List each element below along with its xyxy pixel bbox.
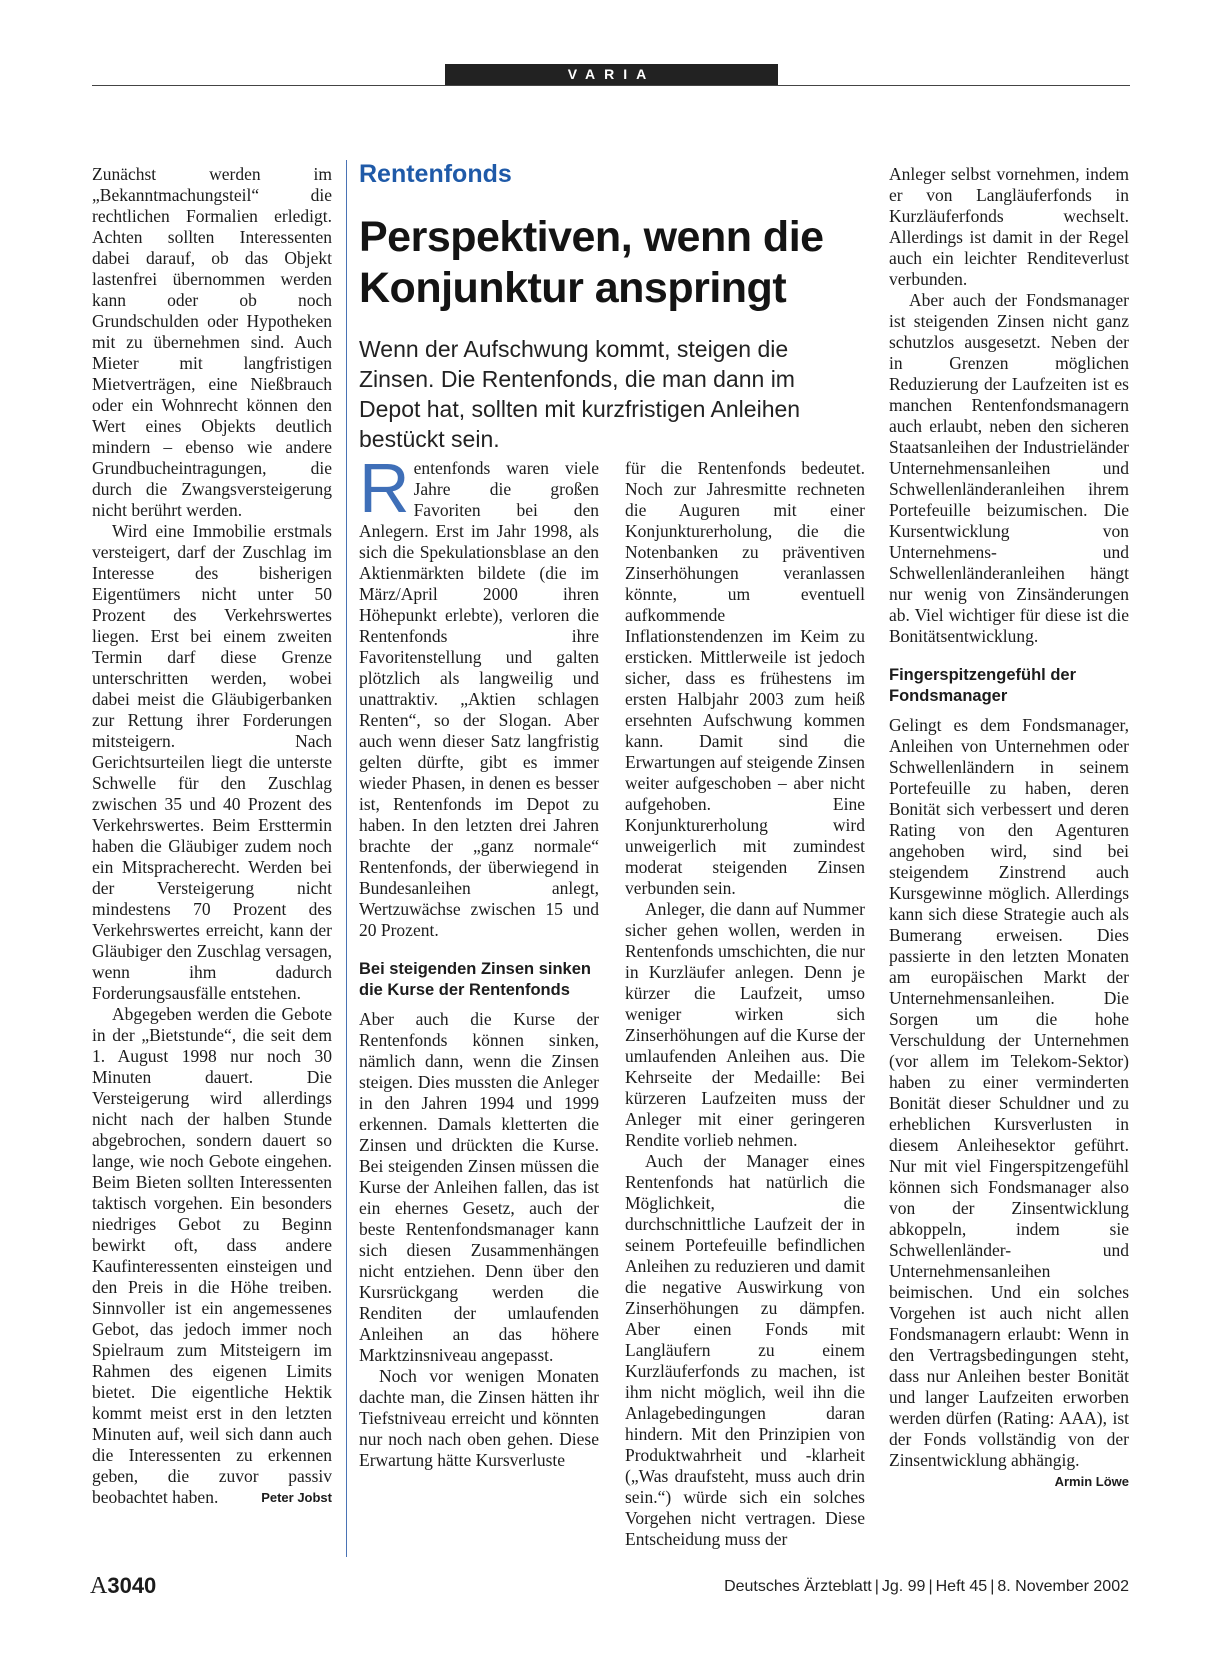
paragraph: für die Rentenfonds bedeutet. Noch zur Jahresmitte rechneten die Auguren mit einer Konjunkturerholung, die die Notenbanken zu präventiven Zinserhöhungen veranlassen könnte, um eventuell aufkommende Inflationstendenzen im Keim zu ersticken. Mittlerweile ist jedoch sicher, dass es frühestens im ersten Halbjahr 2003 zum heiß ersehnten Aufschwung kommen kann. Damit sind die Erwartungen auf steigende Zinsen weiter aufgeschoben – aber nicht aufgehoben. Eine Konjunkturerholung wird unweigerlich mit zumindest moderat steigenden Zinsen verbunden sein. xyxy=(625,458,865,898)
column-2 xyxy=(359,449,599,1471)
paragraph-text: Gelingt es dem Fondsmanager, Anleihen von Unternehmen oder Schwellenländern in seinem Portefeuille zu haben, deren Bonität sich verbessert und deren Rating von den Agenturen angehoben wird, sind bei steigendem Zinstrend auch Kursgewinne möglich. Allerdings kann sich diese Strategie auch als Bumerang erweisen. Dies passierte in den letzten Monaten am europäischen Markt der Unternehmensanleihen. Die Sorgen um die hohe Verschuldung der Unternehmen (vor allem im Telekom-Sektor) haben zu einer verminderten Bonität dieser Schuldner und zu erheblichen Kursverlusten in diesem Anleihesektor geführt. Nur mit viel Fingerspitzengefühl können sich Fondsmanager also von der Zinsentwicklung abkoppeln, indem sie Schwellenländer- und Unternehmensanleihen beimischen. Und ein solches Vorgehen ist auch nicht allen Fondsmanagern erlaubt: Wenn in den Vertragsbedingungen steht, dass nur Anleihen bester Bonität und langer Laufzeiten erworben werden dürfen (Rating: AAA), ist der Fonds vollständig von der Zinsentwicklung abhängig. xyxy=(889,715,1129,1470)
column-divider xyxy=(346,160,347,1557)
page-number-value: 3040 xyxy=(107,1573,157,1598)
volume: Jg. 99 xyxy=(881,1578,926,1595)
paragraph-text: Abgegeben werden die Gebote in der „Bietstunde“, die seit dem 1. August 1998 nur noch 30 Minuten dauert. Die Versteigerung wird allerdings nicht nach der halben Stunde abgebrochen, sondern dauert so lange, wie noch Gebote eingehen. Beim Bieten sollten Interessenten taktisch vorgehen. Ein besonders niedriges Gebot zu Beginn bewirkt oft, dass andere Kaufinteressenten einsteigen und den Preis in die Höhe treiben. Sinnvoller ist ein angemessenes Gebot, das jedoch immer noch Spielraum zum Mitsteigern im Rahmen des eigenen Limits bietet. Die eigentliche Hektik kommt meist erst in den letzten Minuten auf, weil sich dann auch die Interessenten zu erkennen geben, die zuvor passiv beobachtet haben. xyxy=(92,1004,332,1507)
paragraph: Aber auch der Fondsmanager ist steigenden Zinsen nicht ganz schutzlos ausgesetzt. Neben der in Grenzen möglichen Reduzierung der Laufzeiten ist es manchen Rentenfondsmanagern auch erlaubt, neben den sicheren Staatsanleihen der Industrieländer Unternehmensanleihen und Schwellenländeranleihen ihrem Portefeuille beizumischen. Die Kursentwicklung von Unternehmens- und Schwellenländeranleihen hängt nur wenig von Zinsänderungen ab. Viel wichtiger für diese ist die Bonitätsentwicklung. xyxy=(889,290,1129,646)
article-kicker: Rentenfonds xyxy=(359,160,512,188)
header-rule xyxy=(92,85,1130,86)
drop-cap: R xyxy=(359,449,410,527)
author-byline: Peter Jobst xyxy=(261,1490,332,1505)
author-byline: Armin Löwe xyxy=(1054,1474,1129,1489)
paragraph: Anleger, die dann auf Nummer sicher gehen wollen, werden in Rentenfonds umschichten, die nur in Kurzläufer anlegen. Denn je kürzer die Laufzeit, umso weniger wirken sich Zinserhöhungen auf die Kurse der umlaufenden Anleihen aus. Die Kehrseite der Medaille: Bei kürzeren Laufzeiten muss der Anleger mit einer geringeren Rendite vorlieb nehmen. xyxy=(625,899,865,1150)
subheading: Bei steigenden Zinsen sinken die Kurse der Rentenfonds xyxy=(359,960,591,999)
paragraph: Noch vor wenigen Monaten dachte man, die Zinsen hätten ihr Tiefstniveau erreicht und könnten nur noch nach oben gehen. Diese Erwartung hätte Kursverluste xyxy=(359,1366,599,1470)
page-prefix: A xyxy=(90,1573,108,1599)
section-label: VARIA xyxy=(445,64,778,85)
paragraph xyxy=(889,715,1129,1489)
column-3 xyxy=(625,458,865,1550)
paragraph-text: entenfonds waren viele Jahre die großen Favoriten bei den Anlegern. Erst im Jahr 1998, als sich die Spekulationsblase an den Aktienmärkten bildete (die im März/April 2000 ihren Höhepunkt erlebte), verloren die Rentenfonds ihre Favoritenstellung und galten plötzlich als langweilig und unattraktiv. „Aktien schlagen Renten“, so der Slogan. Aber auch wenn dieser Satz langfristig gelten dürfte, gibt es immer wieder Phasen, in denen es besser ist, Rentenfonds im Depot zu haben. In den letzten drei Jahren brachte der „ganz normale“ Rentenfonds, der überwiegend in Bundesanleihen anlegt, Wertzuwächse zwischen 15 und 20 Prozent. xyxy=(359,458,599,940)
paragraph: Auch der Manager eines Rentenfonds hat natürlich die Möglichkeit, die durchschnittliche Laufzeit der in seinem Portefeuille befindlichen Anleihen zu reduzieren und damit die negative Auswirkung von Zinserhöhungen zu dämpfen. Aber einen Fonds mit Langläufern zu einem Kurzläuferfonds zu machen, ist ihm nicht möglich, weil ihn die Anlagebedingungen daran hindern. Mit den Prinzipien von Produktwahrheit und -klarheit („Was draufsteht, muss auch drin sein.“) würde sich ein solches Vorgehen nicht vertragen. Diese Entscheidung muss der xyxy=(625,1151,865,1549)
issue: Heft 45 xyxy=(935,1578,988,1595)
subheading: Fingerspitzengefühl der Fondsmanager xyxy=(889,666,1077,705)
paragraph xyxy=(92,1004,332,1508)
article-headline: Perspektiven, wenn die Konjunktur anspringt xyxy=(359,213,824,312)
paragraph: Wird eine Immobilie erstmals versteigert, darf der Zuschlag im Interesse des bisherigen Eigentümers nicht unter 50 Prozent des Verkehrswertes liegen. Erst bei einem zweiten Termin darf diese Grenze unterschritten werden, wobei dabei meist die Gläubigerbanken zur Rettung ihrer Forderungen mitsteigern. Nach Gerichtsurteilen liegt die unterste Schwelle für den Zuschlag zwischen 35 und 40 Prozent des Verkehrswertes. Beim Ersttermin haben die Gläubiger zudem noch ein Mitspracherecht. Werden bei der Versteigerung nicht mindestens 70 Prozent des Verkehrswertes erreicht, kann der Gläubiger den Zuschlag versagen, wenn ihm dadurch Forderungsausfälle entstehen. xyxy=(92,521,332,1003)
column-1 xyxy=(92,164,332,1508)
spacer xyxy=(359,941,599,959)
paragraph xyxy=(359,449,599,941)
article-lead: Wenn der Aufschwung kommt, steigen die Zinsen. Die Rentenfonds, die man dann im Depot hat, sollten mit kurzfristigen Anleihen bestückt sein. xyxy=(359,336,801,452)
column-4 xyxy=(889,164,1129,1492)
paragraph: Aber auch die Kurse der Rentenfonds können sinken, nämlich dann, wenn die Zinsen steigen. Dies mussten die Anleger in den Jahren 1994 und 1999 erkennen. Damals kletterten die Zinsen und drückten die Kurse. Bei steigenden Zinsen müssen die Kurse der Anleihen fallen, das ist ein ehernes Gesetz, auch der beste Rentenfondsmanager kann sich diesen Zusammenhängen nicht entziehen. Denn über den Kursrückgang werden die Renditen der umlaufenden Anleihen an das höhere Marktzinsniveau angepasst. xyxy=(359,1009,599,1365)
spacer xyxy=(889,647,1129,665)
journal-name: Deutsches Ärzteblatt xyxy=(724,1578,872,1595)
footer-citation: Deutsches Ärzteblatt | Jg. 99 | Heft 45 | 8. November 2002 xyxy=(724,1578,1129,1595)
paragraph: Zunächst werden im „Bekanntmachungsteil“ die rechtlichen Formalien erledigt. Achten sollten Interessenten dabei darauf, ob das Objekt lastenfrei übernommen werden kann oder ob noch Grundschulden oder Hypotheken mit zu übernehmen sind. Auch Mieter mit langfristigen Mietverträgen, eine Nießbrauch oder ein Wohnrecht können den Wert eines Objekts deutlich mindern – ebenso wie andere Grundbucheintragungen, die durch die Zwangsversteigerung nicht berührt werden. xyxy=(92,164,332,520)
page-number xyxy=(90,1573,156,1600)
paragraph: Anleger selbst vornehmen, indem er von Langläuferfonds in Kurzläuferfonds wechselt. Allerdings ist damit in der Regel auch ein leichter Renditeverlust verbunden. xyxy=(889,164,1129,289)
issue-date: 8. November 2002 xyxy=(997,1578,1129,1595)
